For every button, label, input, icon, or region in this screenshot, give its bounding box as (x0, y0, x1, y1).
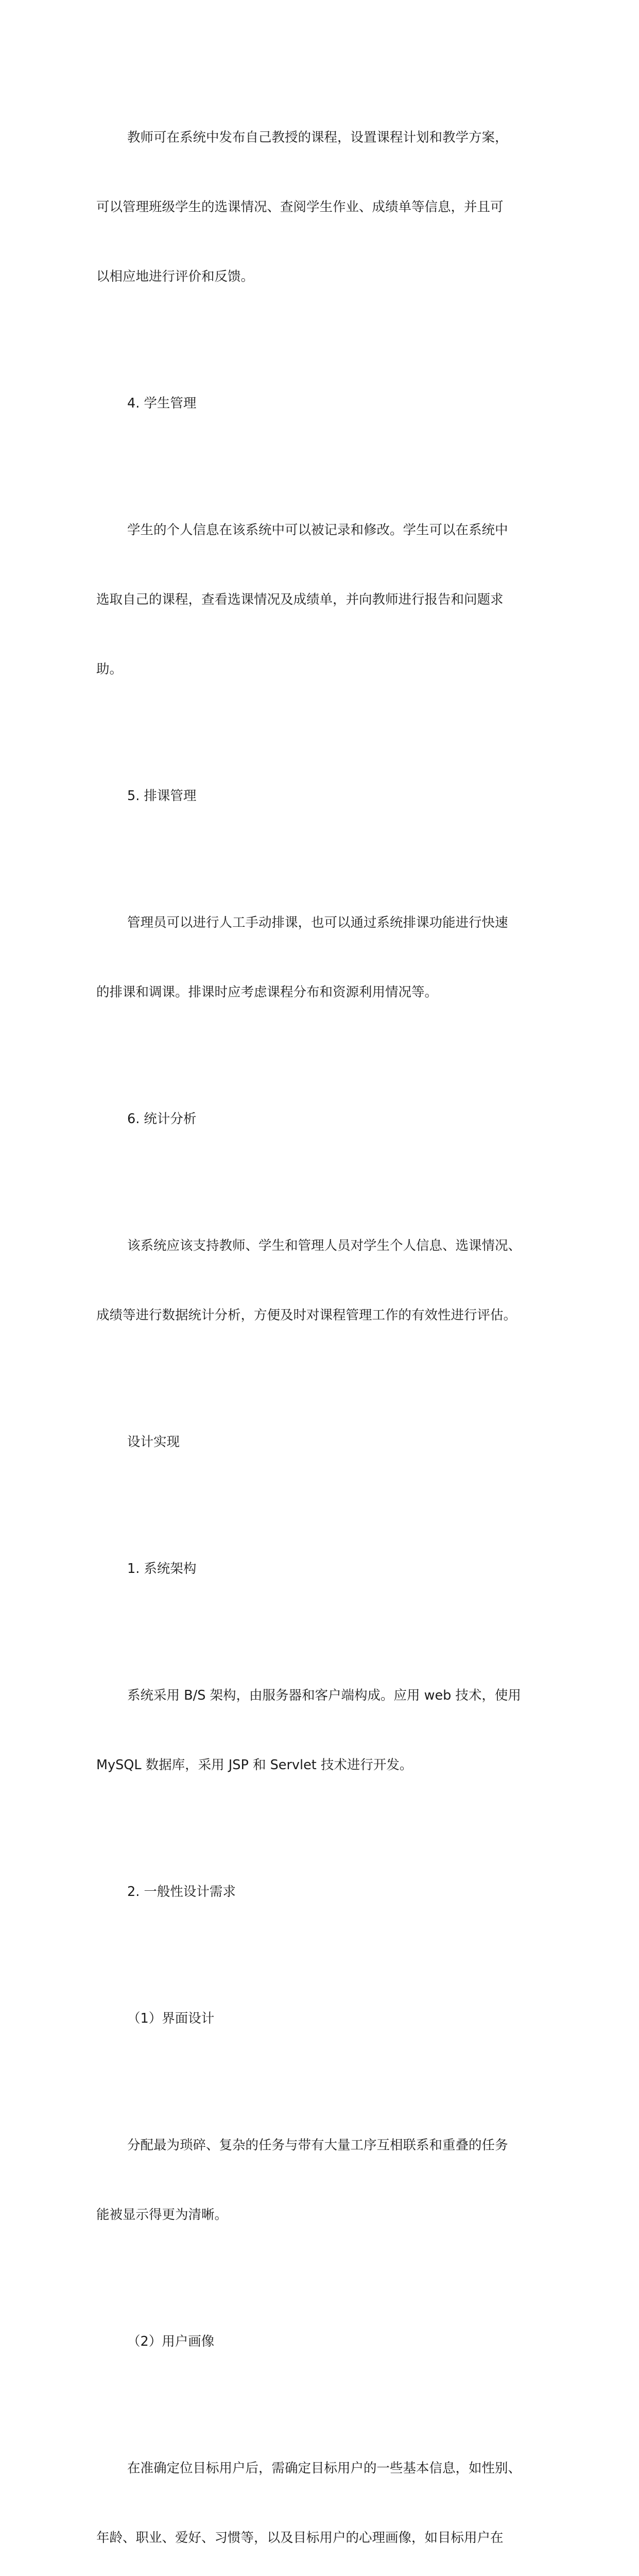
text-line: 分配最为琐碎、复杂的任务与带有大量工序互相联系和重叠的任务 (127, 2138, 508, 2153)
heading-design-implementation (96, 1384, 549, 1500)
text-line: MySQL 数据库，采用 JSP 和 Servlet 技术进行开发。 (96, 1757, 413, 1773)
paragraph-scheduling (96, 865, 549, 1050)
paragraph-user-persona (96, 2411, 549, 2576)
heading-interface-design (96, 1961, 549, 2077)
text-line: 的排课和调课。排课时应考虑课程分布和资源利用情况等。 (96, 985, 438, 1000)
text-line: 助。 (96, 662, 123, 677)
text-line: 6. 统计分析 (127, 1111, 197, 1127)
heading-user-persona (96, 2284, 549, 2400)
heading-statistics (96, 1061, 549, 1177)
text-line: 年龄、职业、爱好、习惯等，以及目标用户的心理画像，如目标用户在 (96, 2530, 504, 2546)
heading-student-management (96, 346, 549, 462)
text-line: 学生的个人信息在该系统中可以被记录和修改。学生可以在系统中 (127, 522, 508, 538)
text-line: 成绩等进行数据统计分析，方便及时对课程管理工作的有效性进行评估。 (96, 1308, 517, 1323)
document-body (96, 80, 549, 2576)
paragraph-interface-design (96, 2088, 549, 2273)
paragraph-statistics (96, 1188, 549, 1374)
text-line: 选取自己的课程，查看选课情况及成绩单，并向教师进行报告和问题求 (96, 592, 504, 607)
text-line: 该系统应该支持教师、学生和管理人员对学生个人信息、选课情况、 (127, 1238, 522, 1253)
text-line: 1. 系统架构 (127, 1561, 197, 1577)
text-line: 以相应地进行评价和反馈。 (96, 269, 254, 284)
text-line: 5. 排课管理 (127, 788, 197, 804)
text-line: 管理员可以进行人工手动排课，也可以通过系统排课功能进行快速 (127, 915, 508, 930)
text-line: 可以管理班级学生的选课情况、查阅学生作业、成绩单等信息，并且可 (96, 199, 504, 215)
heading-general-design (96, 1834, 549, 1950)
paragraph-teacher-functions (96, 80, 549, 335)
paragraph-system-architecture (96, 1638, 549, 1823)
paragraph-student-management (96, 472, 549, 727)
text-line: （1）界面设计 (127, 2011, 215, 2026)
text-line: （2）用户画像 (127, 2334, 215, 2349)
text-line: 在准确定位目标用户后，需确定目标用户的一些基本信息，如性别、 (127, 2461, 522, 2476)
heading-system-architecture (96, 1511, 549, 1627)
text-line: 能被显示得更为清晰。 (96, 2207, 228, 2223)
text-line: 系统采用 B/S 架构，由服务器和客户端构成。应用 web 技术，使用 (127, 1688, 521, 1703)
heading-scheduling (96, 738, 549, 854)
text-line: 设计实现 (127, 1434, 180, 1450)
text-line: 2. 一般性设计需求 (127, 1884, 236, 1900)
text-line: 4. 学生管理 (127, 396, 197, 411)
text-line: 教师可在系统中发布自己教授的课程，设置课程计划和教学方案， (127, 130, 508, 145)
